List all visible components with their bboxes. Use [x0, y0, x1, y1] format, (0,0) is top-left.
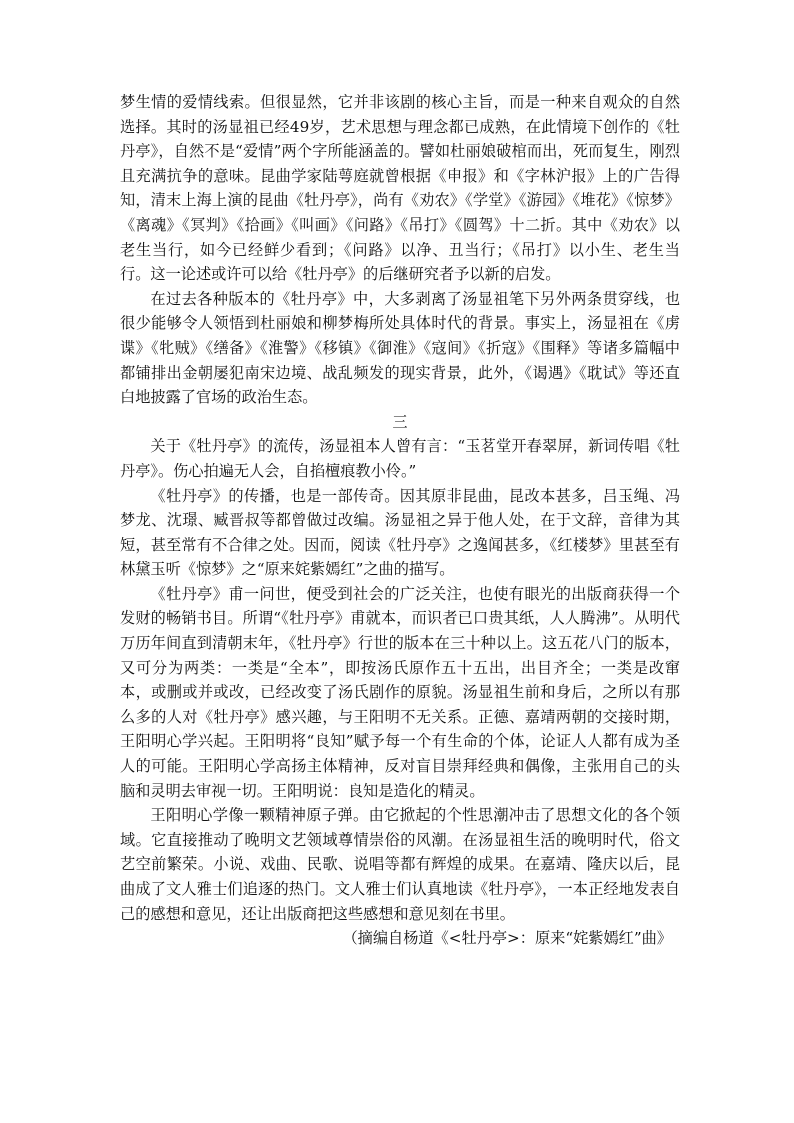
paragraph-3: 关于《牡丹亭》的流传，汤显祖本人曾有言：“玉茗堂开春翠屏，新词传唱《牡丹亭》。伤心拍遍无人会，自掐檀痕教小伶。”	[120, 437, 680, 480]
paragraph-2: 在过去各种版本的《牡丹亭》中，大多剥离了汤显祖笔下另外两条贯穿线，也很少能够令人领悟到杜丽娘和柳梦梅所处具体时代的背景。事实上，汤显祖在《虏谍》《牝贼》《缮备》《淮警》《移镇》《御淮》《寇间》《折寇》《围释》等诸多篇幅中都铺排出金朝屡犯南宋边境、战乱频发的现实背景，此外，《谒遇》《耽试》等还直白地披露了官场的政治生态。	[120, 289, 680, 407]
section-number: 三	[392, 412, 408, 431]
paragraph-6: 王阳明心学像一颗精神原子弹。由它掀起的个性思潮冲击了思想文化的各个领域。它直接推动了晚明文艺领域尊情崇俗的风潮。在汤显祖生活的晚明时代，俗文艺空前繁荣。小说、戏曲、民歌、说唱等都有辉煌的成果。在嘉靖、隆庆以后，昆曲成了文人雅士们追逐的热门。文人雅士们认真地读《牡丹亭》，一本正经地发表自己的感想和意见，还让出版商把这些感想和意见刻在书里。	[120, 806, 680, 923]
document-page	[120, 90, 680, 951]
paragraph-4: 《牡丹亭》的传播，也是一部传奇。因其原非昆曲，昆改本甚多，吕玉绳、冯梦龙、沈璟、臧晋叔等都曾做过改编。汤显祖之异于他人处，在于文辞，音律为其短，甚至常有不合律之处。因而，阅读《牡丹亭》之逸闻甚多，《红楼梦》里甚至有林黛玉听《惊梦》之“原来姹紫嫣红”之曲的描写。	[120, 486, 680, 579]
source-citation: （摘编自杨道《<牡丹亭>：原来“姹紫嫣红”曲》	[342, 929, 672, 948]
paragraph-1: 梦生情的爱情线索。但很显然，它并非该剧的核心主旨，而是一种来自观众的自然选择。其时的汤显祖已经49岁，艺术思想与理念都已成熟，在此情境下创作的《牡丹亭》，自然不是“爱情”两个字所能涵盖的。譬如杜丽娘破棺而出，死而复生，刚烈且充满抗争的意味。昆曲学家陆萼庭就曾根据《申报》和《字林沪报》上的广告得知，清末上海上演的昆曲《牡丹亭》，尚有《劝农》《学堂》《游园》《堆花》《惊梦》《离魂》《冥判》《拾画》《叫画》《问路》《吊打》《圆驾》十二折。其中《劝农》以老生当行，如今已经鲜少看到；《问路》以净、丑当行；《吊打》以小生、老生当行。这一论述或许可以给《牡丹亭》的后继研究者予以新的启发。	[120, 93, 680, 284]
paragraph-5: 《牡丹亭》甫一问世，便受到社会的广泛关注，也使有眼光的出版商获得一个发财的畅销书目。所谓“《牡丹亭》甫就本，而识者已口贵其纸，人人腾沸”。从明代万历年间直到清朝末年，《牡丹亭》行世的版本在三十种以上。这五花八门的版本，又可分为两类：一类是“全本”，即按汤氏原作五十五出，出目齐全；一类是改窜本，或删或并或改，已经改变了汤氏剧作的原貌。汤显祖生前和身后，之所以有那么多的人对《牡丹亭》感兴趣，与王阳明不无关系。正德、嘉靖两朝的交接时期，王阳明心学兴起。王阳明将“良知”赋予每一个有生命的个体，论证人人都有成为圣人的可能。王阳明心学高扬主体精神，反对盲目崇拜经典和偶像，主张用自己的头脑和灵明去审视一切。王阳明说：良知是造化的精灵。	[120, 584, 680, 800]
